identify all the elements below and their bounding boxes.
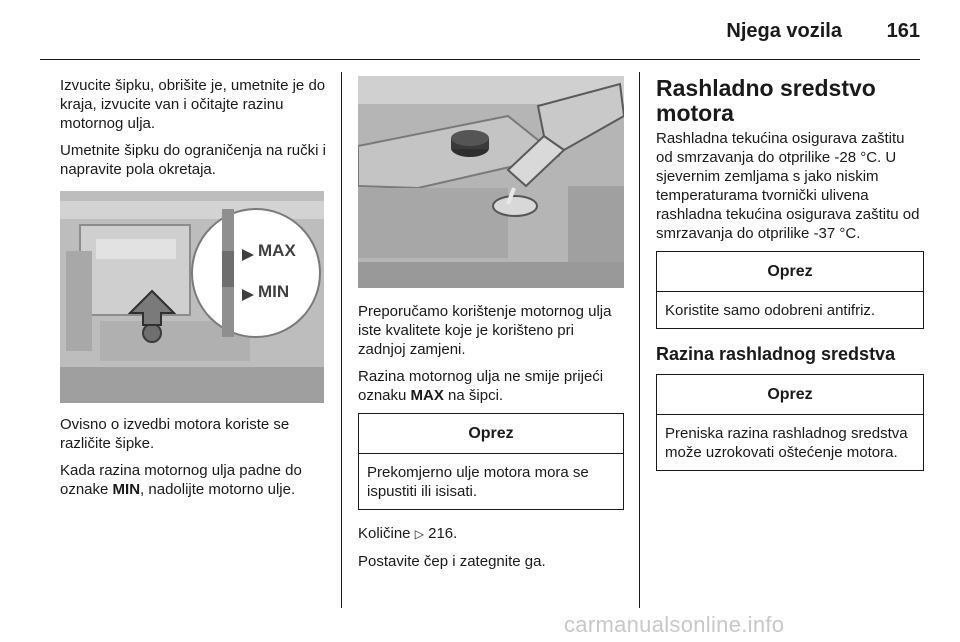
paragraph-cap: Postavite čep i zategnite ga. — [358, 553, 546, 570]
caution-title: Oprez — [359, 414, 623, 454]
max-label: MAX — [258, 241, 296, 260]
column-2 — [358, 76, 624, 579]
column-3 — [656, 76, 924, 471]
paragraph-max-level: Razina motornog ulja ne smije prijeći oznaku MAX na šipci. — [358, 368, 604, 404]
column-divider-1 — [341, 72, 342, 608]
oil-filling-illustration — [358, 76, 624, 288]
page-number: 161 — [886, 20, 920, 42]
paragraph-oil-quality: Preporučamo korištenje motornog ulja iste kvalitete koje je korišteno pri zadnjoj zamjeni. — [358, 303, 612, 358]
header-rule — [40, 59, 920, 60]
dipstick-figure — [60, 191, 324, 403]
page-reference-link[interactable]: 216. — [428, 525, 458, 542]
oil-filling-figure — [358, 76, 624, 288]
caution-box-coolant-level — [656, 374, 924, 471]
paragraph-dipstick-variants: Ovisno o izvedbi motora koriste se različite šipke. — [60, 416, 290, 452]
column-divider-2 — [639, 72, 640, 608]
caution-title: Oprez — [657, 375, 923, 415]
caution-box-oil — [358, 413, 624, 510]
max-marker-text: MAX — [410, 387, 444, 404]
min-marker-text: MIN — [112, 481, 141, 498]
caution-title: Oprez — [657, 252, 923, 292]
caution-text: Koristite samo odobreni antifriz. — [665, 302, 876, 319]
caution-text: Prekomjerno ulje motora mora se ispustiti ili isisati. — [367, 464, 589, 500]
watermark: carmanualsonline.info — [564, 612, 785, 637]
page-title: Njega vozila — [726, 20, 842, 42]
min-label: MIN — [258, 282, 290, 301]
page-reference-icon: ▷ — [414, 527, 424, 541]
page-header — [0, 0, 960, 60]
paragraph-dipstick-insert: Umetnite šipku do ograničenja na ručki i napravite pola okretaja. — [60, 142, 326, 178]
paragraph-min-level: Kada razina motornog ulja padne do oznake MIN, nadolijte motorno ulje. — [60, 462, 302, 498]
subheading-coolant-level: Razina rashladnog sredstva — [656, 344, 896, 364]
caution-box-antifreeze — [656, 251, 924, 329]
paragraph-quantities: Količine ▷ 216. — [358, 525, 458, 542]
paragraph-coolant-protection: Rashladna tekućina osigurava zaštitu od smrzavanja do otprilike -28 °C. U sjevernim zemljama s jako niskim temperaturama tvornički ulivena rashladna tekućina osigurava zaštitu od smrzavanja do otprilike -37 °C. — [656, 130, 920, 242]
caution-text: Preniska razina rashladnog sredstva može uzrokovati oštećenje motora. — [665, 425, 908, 461]
paragraph-dipstick-read: Izvucite šipku, obrišite je, umetnite je do kraja, izvucite van i očitajte razinu motornog ulja. — [60, 77, 326, 132]
column-1 — [60, 76, 330, 507]
section-heading-coolant: Rashladno sredstvo motora — [656, 75, 876, 126]
